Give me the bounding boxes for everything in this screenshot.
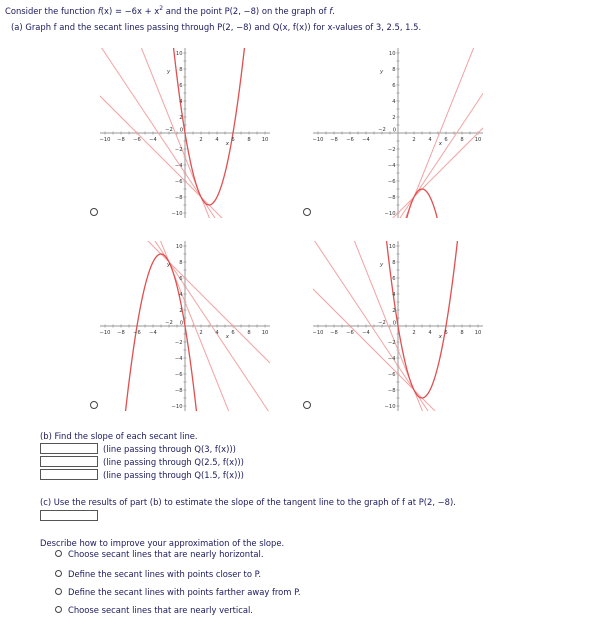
- x-tick-label: −6: [346, 330, 354, 336]
- y-tick-label: −6: [387, 178, 396, 185]
- part-c-text: (c) Use the results of part (b) to estimate the slope of the tangent line to the graph of f at P(2, −8).: [40, 497, 456, 507]
- x-axis-label: x: [438, 141, 443, 147]
- x-tick-label: −8: [330, 137, 338, 143]
- y-tick-label: −10: [384, 403, 396, 410]
- y-axis-label: y: [167, 262, 171, 268]
- y-tick-label: −8: [387, 194, 396, 201]
- graph-option-radio-2[interactable]: [303, 208, 311, 216]
- x-tick-label: 6: [444, 330, 448, 336]
- question-text: Consider the function $f(x) = -6x + x^2$ and the point P(2, −8) on the graph of f.: [5, 5, 335, 16]
- secant-label-3: (line passing through Q(1.5, f(x))): [103, 470, 244, 480]
- y-tick-label: 2: [392, 114, 396, 121]
- x-tick-label: 6: [444, 137, 448, 143]
- y-tick-label: 6: [179, 275, 183, 282]
- x-tick-label: 10: [261, 137, 269, 143]
- graph-option-radio-3[interactable]: [90, 401, 98, 409]
- x-tick-label: −8: [117, 137, 125, 143]
- x-tick-label: 2: [199, 137, 203, 143]
- x-tick-label: −2: [165, 127, 173, 133]
- x-tick-label: −8: [117, 330, 125, 336]
- y-tick-label: 4: [392, 291, 396, 298]
- y-tick-label: 10: [175, 243, 183, 250]
- y-tick-label: −8: [174, 194, 183, 201]
- x-tick-label: 10: [261, 330, 269, 336]
- graph-option-3: [100, 241, 270, 411]
- graph-option-4: [313, 241, 483, 411]
- y-axis-label: y: [380, 262, 384, 268]
- graph-option-radio-1[interactable]: [90, 208, 98, 216]
- y-tick-label: −6: [174, 371, 183, 378]
- improve-option-radio-2[interactable]: [55, 570, 62, 577]
- improve-option-label-2: Define the secant lines with points closer to P.: [68, 569, 262, 579]
- x-tick-label: −10: [313, 330, 324, 336]
- y-tick-label: 10: [388, 243, 396, 250]
- graph-option-1: [100, 48, 270, 218]
- improve-prompt: Describe how to improve your approximation of the slope.: [40, 538, 285, 548]
- y-tick-label: −8: [387, 387, 396, 394]
- x-tick-label: −6: [346, 137, 354, 143]
- y-tick-label: −10: [384, 210, 396, 217]
- x-tick-label: 4: [428, 137, 432, 143]
- x-tick-label: 8: [460, 330, 464, 336]
- x-tick-label: 6: [231, 137, 235, 143]
- x-tick-label: 2: [199, 330, 203, 336]
- y-tick-label: −4: [387, 355, 396, 362]
- origin-label: 0: [392, 320, 396, 327]
- x-tick-label: −4: [362, 137, 370, 143]
- x-tick-label: 10: [474, 137, 482, 143]
- secant-slope-input-1[interactable]: [40, 443, 98, 454]
- improve-option-radio-3[interactable]: [55, 588, 62, 595]
- x-tick-label: −2: [165, 320, 173, 326]
- part-b-text: (b) Find the slope of each secant line.: [40, 431, 198, 441]
- origin-label: 0: [179, 127, 183, 134]
- y-tick-label: 4: [392, 98, 396, 105]
- y-tick-label: −10: [171, 210, 183, 217]
- improve-option-label-1: Choose secant lines that are nearly horizontal.: [68, 549, 264, 559]
- x-tick-label: −2: [378, 127, 386, 133]
- y-tick-label: −10: [171, 403, 183, 410]
- improve-option-label-3: Define the secant lines with points farther away from P.: [68, 587, 301, 597]
- y-tick-label: −4: [174, 162, 183, 169]
- x-tick-label: −10: [100, 330, 111, 336]
- y-tick-label: −2: [174, 146, 183, 153]
- x-tick-label: −10: [100, 137, 111, 143]
- x-tick-label: 2: [412, 330, 416, 336]
- y-tick-label: −6: [387, 371, 396, 378]
- secant-label-2: (line passing through Q(2.5, f(x))): [103, 457, 244, 467]
- y-tick-label: −2: [174, 339, 183, 346]
- y-tick-label: 8: [392, 66, 396, 73]
- origin-label: 0: [179, 320, 183, 327]
- y-tick-label: −2: [387, 146, 396, 153]
- x-tick-label: 4: [215, 137, 219, 143]
- y-tick-label: −4: [174, 355, 183, 362]
- y-axis-label: y: [167, 69, 171, 75]
- x-tick-label: −6: [133, 137, 141, 143]
- x-tick-label: −4: [149, 330, 157, 336]
- x-tick-label: −4: [362, 330, 370, 336]
- improve-option-label-4: Choose secant lines that are nearly vertical.: [68, 605, 253, 615]
- secant-slope-input-3[interactable]: [40, 469, 98, 480]
- y-tick-label: 6: [179, 82, 183, 89]
- y-tick-label: 6: [392, 275, 396, 282]
- y-tick-label: −4: [387, 162, 396, 169]
- x-tick-label: −8: [330, 330, 338, 336]
- y-tick-label: −6: [174, 178, 183, 185]
- x-tick-label: 2: [412, 137, 416, 143]
- x-tick-label: 4: [215, 330, 219, 336]
- x-axis-label: x: [225, 334, 230, 340]
- x-tick-label: 10: [474, 330, 482, 336]
- y-tick-label: 10: [388, 50, 396, 57]
- y-tick-label: 8: [392, 259, 396, 266]
- x-tick-label: 6: [231, 330, 235, 336]
- x-tick-label: −2: [378, 320, 386, 326]
- graph-option-radio-4[interactable]: [303, 401, 311, 409]
- origin-label: 0: [392, 127, 396, 134]
- part-a-text: (a) Graph f and the secant lines passing through P(2, −8) and Q(x, f(x)) for x-values of 3, 2.5, 1.5.: [11, 22, 422, 32]
- y-tick-label: 8: [179, 259, 183, 266]
- y-tick-label: 2: [392, 307, 396, 314]
- y-tick-label: 8: [179, 66, 183, 73]
- x-tick-label: 8: [247, 137, 251, 143]
- secant-label-1: (line passing through Q(3, f(x))): [103, 444, 236, 454]
- x-tick-label: 8: [460, 137, 464, 143]
- y-tick-label: 4: [179, 98, 183, 105]
- improve-option-radio-1[interactable]: [55, 550, 62, 557]
- x-tick-label: −6: [133, 330, 141, 336]
- y-tick-label: 2: [179, 307, 183, 314]
- x-axis-label: x: [225, 141, 230, 147]
- x-axis-label: x: [438, 334, 443, 340]
- y-tick-label: −2: [387, 339, 396, 346]
- graph-option-2: [313, 48, 483, 218]
- x-tick-label: 4: [428, 330, 432, 336]
- x-tick-label: −10: [313, 137, 324, 143]
- tangent-slope-input[interactable]: [40, 510, 98, 521]
- y-tick-label: 10: [175, 50, 183, 57]
- improve-option-radio-4[interactable]: [55, 606, 62, 613]
- y-tick-label: 6: [392, 82, 396, 89]
- x-tick-label: 8: [247, 330, 251, 336]
- y-tick-label: 2: [179, 114, 183, 121]
- y-tick-label: 4: [179, 291, 183, 298]
- y-axis-label: y: [380, 69, 384, 75]
- y-tick-label: −8: [174, 387, 183, 394]
- secant-slope-input-2[interactable]: [40, 456, 98, 467]
- x-tick-label: −4: [149, 137, 157, 143]
